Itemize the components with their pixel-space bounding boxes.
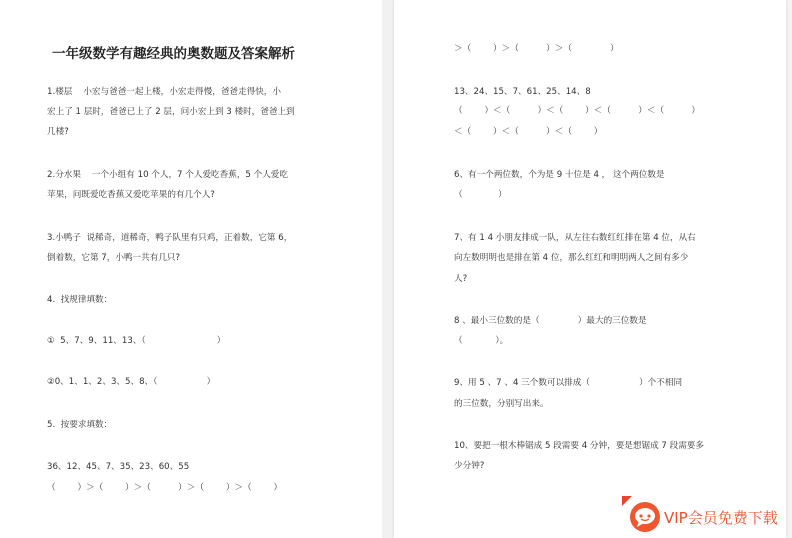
document-page-left bbox=[0, 0, 382, 538]
question-7-line-3: 人? bbox=[454, 274, 468, 284]
question-8-line-2: （ ）。 bbox=[454, 336, 509, 346]
page-gap bbox=[382, 0, 394, 538]
speech-bubble-icon bbox=[630, 502, 660, 532]
question-5-answer-row-2: （ ）＜（ ）＜（ ）＜（ ）＜（ ） bbox=[454, 106, 700, 116]
page-title: 一年级数学有趣经典的奥数题及答案解析 bbox=[52, 46, 295, 62]
question-6-line-2: （ ） bbox=[454, 190, 507, 200]
question-5-numbers: 36、12、45、7、35、23、60、55 bbox=[47, 462, 190, 472]
vip-download-button[interactable] bbox=[622, 496, 788, 536]
question-4-sequence-2: ②0、1、1、2、3、5、8、（ ） bbox=[47, 377, 216, 387]
vip-download-label: VIP会员免费下载 bbox=[664, 509, 778, 527]
question-9-line-2: 的三位数，分别写出来。 bbox=[454, 399, 549, 409]
question-1-line-2: 宏上了 1 层时，爸爸已上了 2 层，问小宏上到 3 楼时，爸爸上到 bbox=[47, 107, 295, 117]
question-10-line-1: 10、要把一根木棒锯成 5 段需要 4 分钟，要是想锯成 7 段需要多 bbox=[454, 441, 704, 451]
question-10-line-2: 少分钟? bbox=[454, 461, 485, 471]
document-page-right bbox=[394, 0, 786, 538]
question-1-line-3: 几楼? bbox=[47, 127, 69, 137]
question-5-answer-row-continued: ＞（ ）＞（ ）＞（ ） bbox=[454, 44, 619, 54]
question-4-sequence-1: ① 5、7、9、11、13、（ ） bbox=[47, 336, 226, 346]
question-9-line-1: 9、用 5 、7 、4 三个数可以排成（ ）个不相同 bbox=[454, 378, 683, 388]
question-7-line-1: 7、有 1 4 小朋友排成一队，从左往右数红红排在第 4 位，从右 bbox=[454, 233, 696, 243]
question-2-line-2: 苹果，问既爱吃香蕉又爱吃苹果的有几个人? bbox=[47, 190, 215, 200]
question-5-answer-row: （ ）＞（ ）＞（ ）＞（ ）＞（ ） bbox=[47, 483, 283, 493]
question-7-line-2: 向左数明明也是排在第 4 位，那么红红和明明两人之间有多少 bbox=[454, 253, 689, 263]
question-3-line-1: 3.小鸭子 说稀奇，道稀奇，鸭子队里有只鸡，正着数，它第 6， bbox=[47, 233, 293, 243]
question-3-line-2: 倒着数，它第 7，小鸭一共有几只? bbox=[47, 253, 181, 263]
question-5-heading: 5. 按要求填数： bbox=[47, 420, 113, 430]
question-4-heading: 4. 找规律填数： bbox=[47, 295, 113, 305]
question-8-line-1: 8 、最小三位数的是（ ）最大的三位数是 bbox=[454, 316, 647, 326]
question-5-numbers-2: 13、24、15、7、61、25、14、8 bbox=[454, 87, 591, 97]
question-1-line-1: 1.楼层 小宏与爸爸一起上楼，小宏走得慢，爸爸走得快，小 bbox=[47, 87, 281, 97]
question-6-line-1: 6、有一个两位数，个为是 9 十位是 4 ， 这个两位数是 bbox=[454, 170, 665, 180]
question-2-line-1: 2.分水果 一个小组有 10 个人，7 个人爱吃香蕉，5 个人爱吃 bbox=[47, 170, 288, 180]
question-5-answer-row-3: ＜（ ）＜（ ）＜（ ） bbox=[454, 127, 603, 137]
